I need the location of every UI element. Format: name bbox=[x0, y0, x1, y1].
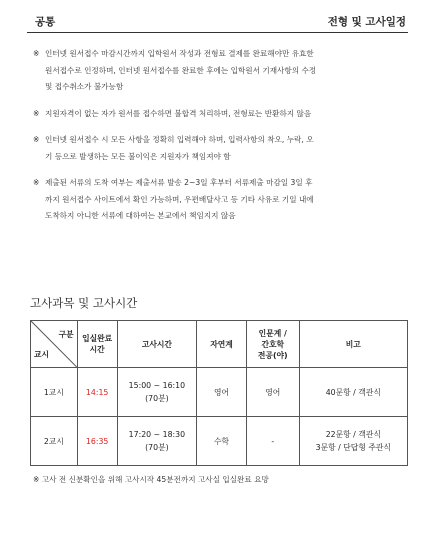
exam-time-cell bbox=[117, 368, 197, 417]
diagonal-divider bbox=[31, 321, 77, 367]
header-remarks: 비고 bbox=[299, 321, 407, 368]
notice-line: 원서접수로 인정하며, 인터넷 원서접수를 완료한 후에는 입학원서 기재사항의 수정 bbox=[45, 65, 317, 75]
header-section-title: 전형 및 고사일정 bbox=[327, 16, 406, 28]
remarks-cell bbox=[299, 368, 407, 417]
notice-item bbox=[33, 175, 409, 225]
header-line: 간호학 bbox=[261, 339, 285, 349]
natural-subject-cell: 수학 bbox=[197, 417, 247, 466]
header-period-label: 교시 bbox=[34, 350, 50, 359]
exam-time-cell bbox=[117, 417, 197, 466]
header-division-label: 구분 bbox=[58, 330, 74, 339]
reference-mark: ※ bbox=[33, 49, 40, 58]
remark-line: 22문항 / 객관식 bbox=[325, 430, 381, 439]
duration: (70분) bbox=[145, 394, 169, 403]
reference-mark: ※ bbox=[33, 108, 40, 118]
period-cell: 2교시 bbox=[31, 417, 78, 466]
header-line: 전공(야) bbox=[257, 350, 288, 360]
table-row bbox=[31, 417, 408, 466]
humanities-subject-cell: - bbox=[246, 417, 299, 466]
entry-time-cell: 14:15 bbox=[77, 368, 117, 417]
header-humanities bbox=[246, 321, 299, 368]
duration: (70분) bbox=[145, 443, 169, 452]
time-range: 15:00 ~ 16:10 bbox=[128, 381, 186, 390]
header-category: 공통 bbox=[35, 16, 56, 28]
exam-schedule-table bbox=[30, 320, 408, 466]
header-entry-time bbox=[77, 321, 117, 368]
section-title: 고사과목 및 고사시간 bbox=[30, 296, 138, 310]
remark-line: 40문항 / 객관식 bbox=[325, 387, 381, 397]
page-header bbox=[27, 10, 408, 33]
notice-list bbox=[33, 46, 409, 235]
table-row bbox=[31, 368, 408, 417]
entry-time-cell: 16:35 bbox=[77, 417, 117, 466]
diagonal-header-cell bbox=[31, 321, 78, 368]
notice-item bbox=[33, 132, 409, 165]
header-exam-time: 고사시간 bbox=[117, 321, 197, 368]
header-natural-science: 자연계 bbox=[197, 321, 247, 368]
notice-line: 도착하지 아니한 서류에 대하여는 본교에서 책임지지 않음 bbox=[45, 211, 236, 220]
notice-line: 까지 원서접수 사이트에서 확인 가능하며, 우편배달사고 등 기타 사유로 기일 내에 bbox=[45, 194, 314, 204]
header-line: 시간 bbox=[89, 345, 105, 354]
notice-line: 제출된 서류의 도착 여부는 제출서류 발송 2~3일 후부터 서류제출 마감일 3일 후 bbox=[45, 178, 313, 187]
natural-subject-cell: 영어 bbox=[197, 368, 247, 417]
header-line: 입실완료 bbox=[82, 334, 113, 343]
header-line: 인문계 / bbox=[258, 328, 287, 338]
notice-item bbox=[33, 106, 409, 123]
remark-line: 3문항 / 단답형 주관식 bbox=[315, 443, 391, 452]
period-cell: 1교시 bbox=[31, 368, 78, 417]
humanities-subject-cell: 영어 bbox=[246, 368, 299, 417]
notice-line: 및 접수취소가 불가능함 bbox=[45, 82, 124, 91]
notice-line: 지원자격이 없는 자가 원서를 접수하면 불합격 처리하며, 전형료는 반환하지 않음 bbox=[45, 108, 312, 118]
notice-line: 기 등으로 발생하는 모든 불이익은 지원자가 책임져야 함 bbox=[45, 151, 231, 161]
reference-mark: ※ bbox=[33, 135, 40, 144]
reference-mark: ※ bbox=[33, 178, 40, 187]
table-header-row bbox=[31, 321, 408, 368]
remarks-cell bbox=[299, 417, 407, 466]
notice-line: 인터넷 원서접수 시 모든 사항을 정확히 입력해야 하며, 입력사항의 착오, 누락, 오 bbox=[45, 135, 314, 144]
footnote: ※ 고사 전 신분확인을 위해 고사시작 45분전까지 고사실 입실완료 요망 bbox=[33, 475, 269, 484]
notice-item bbox=[33, 46, 409, 96]
time-range: 17:20 ~ 18:30 bbox=[128, 430, 186, 439]
notice-line: 인터넷 원서접수 마감시간까지 입학원서 작성과 전형료 결제를 완료해야만 유효한 bbox=[45, 49, 314, 58]
